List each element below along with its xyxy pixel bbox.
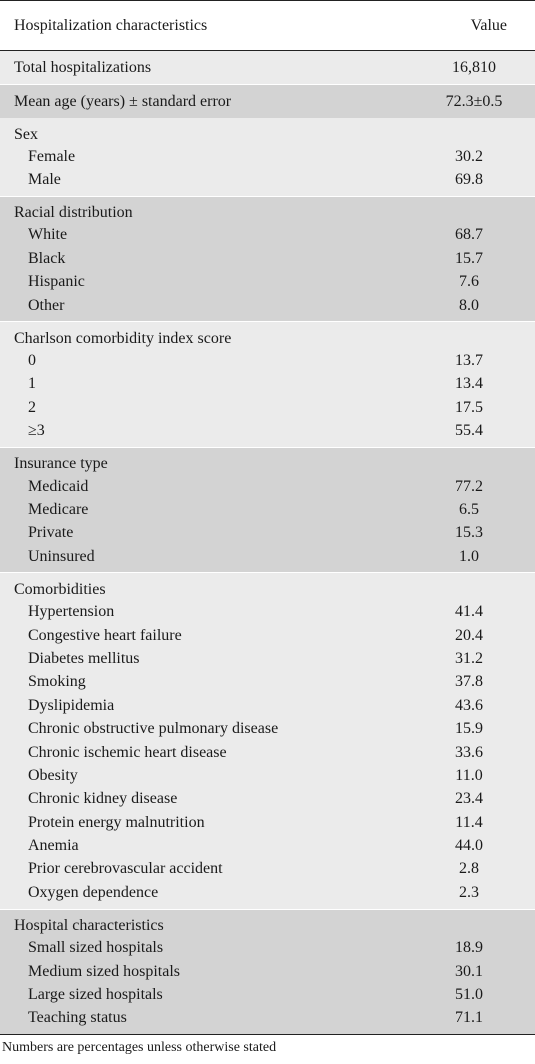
- row-label: Anemia: [28, 837, 79, 855]
- table-row: [0, 145, 535, 168]
- row-value: 33.6: [455, 743, 483, 761]
- row-label: Oxygen dependence: [28, 883, 159, 901]
- row-label: Private: [28, 524, 74, 542]
- row-label: Mean age (years) ± standard error: [14, 92, 232, 110]
- row-value: 1.0: [459, 547, 479, 565]
- row-label: Total hospitalizations: [14, 58, 152, 76]
- section-title-text: Comorbidities: [14, 580, 106, 598]
- table-header: [0, 1, 535, 51]
- row-label: Male: [28, 171, 61, 189]
- row-value: 43.6: [455, 696, 483, 714]
- table-row: [0, 420, 535, 443]
- row-value: 37.8: [455, 673, 483, 691]
- table-row: [0, 647, 535, 670]
- table-row: [0, 373, 535, 396]
- table-row: [0, 881, 535, 904]
- row-value: 15.9: [455, 720, 483, 738]
- row-value: 7.6: [459, 273, 479, 291]
- section-title-text: Charlson comorbidity index score: [14, 329, 232, 347]
- row-label: Protein energy malnutrition: [28, 813, 205, 831]
- row-value: 6.5: [459, 500, 479, 518]
- row-label: Chronic kidney disease: [28, 790, 178, 808]
- row-label: Medicaid: [28, 477, 89, 495]
- table-row: [0, 1007, 535, 1030]
- row-value: 11.0: [455, 766, 483, 784]
- row-value: 2.8: [459, 860, 479, 878]
- section-title-text: Racial distribution: [14, 204, 133, 222]
- table-row: [0, 834, 535, 857]
- table-row: [0, 983, 535, 1006]
- section-group: [0, 118, 535, 196]
- row-value: 30.1: [455, 962, 483, 980]
- row-value: 55.4: [455, 422, 483, 440]
- header-value: Value: [470, 16, 507, 34]
- row-label: ≥3: [28, 422, 45, 440]
- row-label: Dyslipidemia: [28, 696, 115, 714]
- row-value: 72.3±0.5: [445, 92, 503, 110]
- section-title: [0, 448, 535, 475]
- row-label: White: [28, 226, 68, 244]
- row-label: Congestive heart failure: [28, 626, 182, 644]
- table-row: [0, 937, 535, 960]
- section-title-text: Sex: [14, 125, 38, 143]
- row-value: 15.7: [455, 249, 483, 267]
- row-value: 11.4: [455, 813, 483, 831]
- row-value: 17.5: [455, 398, 483, 416]
- table-row: [0, 522, 535, 545]
- footnote: Numbers are percentages unless otherwise stated: [0, 1034, 535, 1061]
- row-label: 0: [28, 352, 36, 370]
- table-row: [0, 694, 535, 717]
- row-label: Other: [28, 296, 65, 314]
- row-label: Black: [28, 249, 66, 267]
- row-label: Female: [28, 147, 76, 165]
- row-label: Large sized hospitals: [28, 986, 163, 1004]
- table-row: [0, 788, 535, 811]
- row-label: Medicare: [28, 500, 89, 518]
- row-label: Small sized hospitals: [28, 939, 164, 957]
- table-row: [0, 271, 535, 294]
- total-hospitalizations-row: [0, 51, 535, 84]
- table-row: [0, 600, 535, 623]
- section-title: [0, 118, 535, 145]
- table-row: [0, 247, 535, 270]
- row-label: Medium sized hospitals: [28, 962, 180, 980]
- row-value: 16,810: [452, 58, 496, 76]
- mean-age-row: [0, 84, 535, 118]
- table-row: [0, 811, 535, 834]
- row-value: 31.2: [455, 649, 483, 667]
- row-label: Uninsured: [28, 547, 95, 565]
- table-row: [0, 960, 535, 983]
- row-value: 77.2: [455, 477, 483, 495]
- header-characteristics: Hospitalization characteristics: [14, 16, 208, 34]
- row-label: Diabetes mellitus: [28, 649, 140, 667]
- row-value: 23.4: [455, 790, 483, 808]
- table-row: [0, 168, 535, 191]
- row-value: 69.8: [455, 171, 483, 189]
- row-value: 51.0: [455, 986, 483, 1004]
- row-label: Smoking: [28, 673, 86, 691]
- table-row: [0, 858, 535, 881]
- row-label: 2: [28, 398, 36, 416]
- row-label: 1: [28, 375, 36, 393]
- table-row: [0, 671, 535, 694]
- row-value: 15.3: [455, 524, 483, 542]
- section-group: [0, 572, 535, 908]
- table-row: [0, 475, 535, 498]
- row-value: 30.2: [455, 147, 483, 165]
- section-title: [0, 573, 535, 600]
- row-label: Hispanic: [28, 273, 85, 291]
- section-title-text: Hospital characteristics: [14, 917, 164, 935]
- row-value: 71.1: [455, 1009, 483, 1027]
- section-group: [0, 321, 535, 447]
- table-row: [0, 349, 535, 372]
- table-row: [0, 545, 535, 568]
- table-row: [0, 498, 535, 521]
- row-label: Chronic obstructive pulmonary disease: [28, 720, 279, 738]
- row-value: 68.7: [455, 226, 483, 244]
- section-title: [0, 910, 535, 937]
- section-title: [0, 322, 535, 349]
- row-label: Teaching status: [28, 1009, 127, 1027]
- row-value: 18.9: [455, 939, 483, 957]
- row-value: 20.4: [455, 626, 483, 644]
- row-label: Chronic ischemic heart disease: [28, 743, 227, 761]
- row-value: 2.3: [459, 883, 479, 901]
- row-label: Hypertension: [28, 603, 115, 621]
- table-row: [0, 624, 535, 647]
- section-title: [0, 197, 535, 224]
- section-group: [0, 909, 535, 1035]
- table-row: [0, 396, 535, 419]
- row-label: Obesity: [28, 766, 78, 784]
- row-value: 44.0: [455, 837, 483, 855]
- table-row: [0, 741, 535, 764]
- row-value: 8.0: [459, 296, 479, 314]
- section-group: [0, 447, 535, 573]
- table-row: [0, 764, 535, 787]
- row-value: 13.4: [455, 375, 483, 393]
- row-label: Prior cerebrovascular accident: [28, 860, 223, 878]
- table-row: [0, 224, 535, 247]
- section-group: [0, 196, 535, 322]
- table-row: [0, 717, 535, 740]
- row-value: 41.4: [455, 603, 483, 621]
- section-title-text: Insurance type: [14, 455, 108, 473]
- row-value: 13.7: [455, 352, 483, 370]
- table-row: [0, 294, 535, 317]
